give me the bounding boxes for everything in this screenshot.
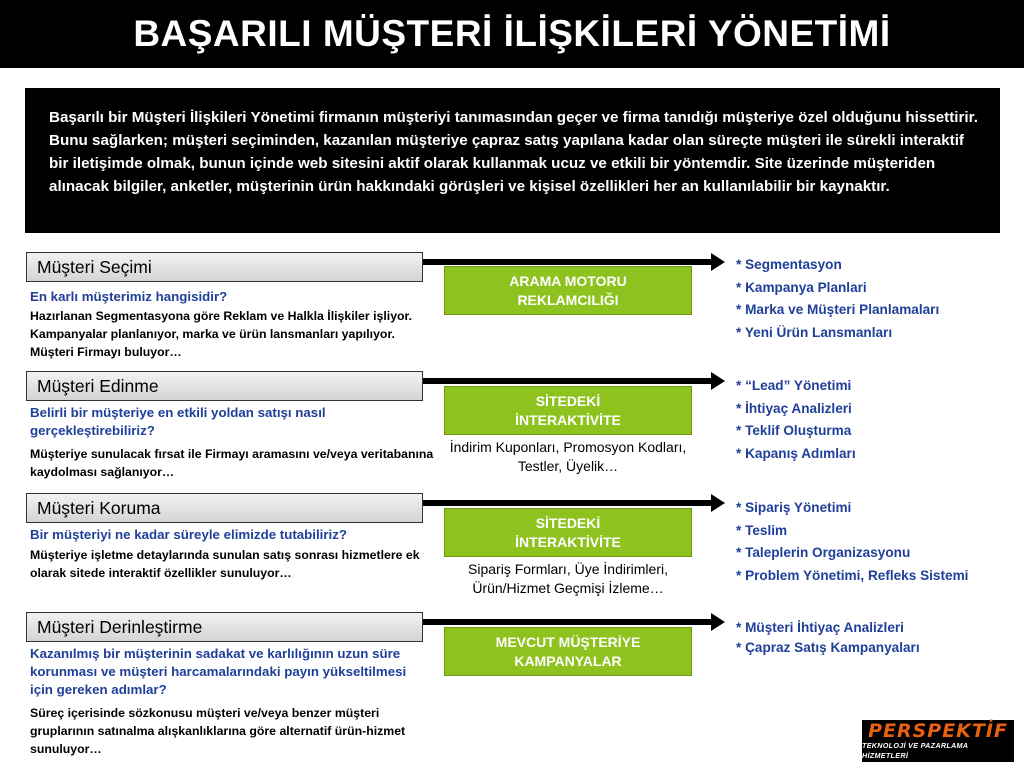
stage-bullet-list xyxy=(736,375,1021,465)
bullet-item: * Segmentasyon xyxy=(736,257,842,272)
channel-note: İndirim Kuponları, Promosyon Kodları, Testler, Üyelik… xyxy=(449,439,687,474)
page-title: BAŞARILI MÜŞTERİ İLİŞKİLERİ YÖNETİMİ xyxy=(0,0,1024,68)
bullet-item: * Yeni Ürün Lansmanları xyxy=(736,324,893,340)
stage-question: Kazanılmış bir müşterinin sadakat ve karlılığının uzun süre korunması ve müşteri harcamalarındaki payın yükseltilmesi için gereken adımlar? xyxy=(30,646,407,697)
channel-box-sitedeki-interaktivite xyxy=(444,508,692,557)
stage-question: En karlı müşterimiz hangisidir? xyxy=(30,289,228,304)
stage-description: Hazırlanan Segmentasyona göre Reklam ve Halkla İlişkiler işliyor. Kampanyalar planlanıyor, marka ve ürün lansmanları yapılıyor. Müşteri Firmayı buluyor… xyxy=(30,309,413,359)
channel-line-1: MEVCUT MÜŞTERİYE xyxy=(495,633,641,650)
bullet-item: * Kampanya Planlari xyxy=(736,279,867,295)
channel-line-2: İNTERAKTİVİTE xyxy=(515,533,621,550)
bullet-item: * Teklif Oluşturma xyxy=(736,423,852,438)
arrow-stage-1 xyxy=(423,259,713,265)
stage-description: Süreç içerisinde sözkonusu müşteri ve/veya benzer müşteri gruplarının satınalma alışkanlıklarına göre alternatif ürün-hizmet sunuluyor… xyxy=(30,706,406,756)
arrow-stage-2 xyxy=(423,378,713,384)
channel-line-2: KAMPANYALAR xyxy=(514,652,622,669)
channel-line-1: SİTEDEKİ xyxy=(535,514,601,531)
bullet-item: * Müşteri İhtiyaç Analizleri xyxy=(736,620,904,635)
logo-name: PERSPEKTİF xyxy=(868,720,1008,742)
channel-box-sitedeki-interaktivite xyxy=(444,386,692,435)
channel-line-2: REKLAMCILIĞI xyxy=(517,291,619,308)
channel-note: Sipariş Formları, Üye İndirimleri, Ürün/Hizmet Geçmişi İzleme… xyxy=(468,561,668,596)
bullet-item: * Taleplerin Organizasyonu xyxy=(736,545,911,560)
stage-header-musteri-secimi: Müşteri Seçimi xyxy=(26,252,423,282)
channel-line-1: ARAMA MOTORU xyxy=(509,272,627,289)
perspektif-logo xyxy=(862,720,1014,762)
stage-bullet-list xyxy=(736,497,1021,587)
bullet-item: * Kapanış Adımları xyxy=(736,445,856,461)
arrow-stage-3 xyxy=(423,500,713,506)
intro-text: Başarılı bir Müşteri İlişkileri Yönetimi firmanın müşteriyi tanımasından geçer ve firma tanıdığı müşteriye özel olduğunu hissettirir. Bunu sağlarken; müşteri seçiminden, kazanılan müşteriye çapraz satış yapılana kadar olan süreçte müşteri ile sürekli interaktif bir iletişimde olmak, bunun içinde web sitesini aktif olarak kullanmak ucuz ve etkili bir yöntemdir. Site üzerinde müşteriden alınacak bilgiler, anketler, müşterinin ürün hakkındaki görüşleri ve kişisel özellikleri her an kullanılabilir bir kaynaktır. xyxy=(25,88,1000,233)
bullet-item: * Problem Yönetimi, Refleks Sistemi xyxy=(736,567,969,583)
stage-description: Müşteriye işletme detaylarında sunulan satış sonrası hizmetlere ek olarak sitede interaktif özellikler sunuluyor… xyxy=(30,548,420,580)
stage-header-musteri-edinme: Müşteri Edinme xyxy=(26,371,423,401)
channel-line-1: SİTEDEKİ xyxy=(535,392,601,409)
bullet-item: * Sipariş Yönetimi xyxy=(736,500,852,515)
bullet-item: * İhtiyaç Analizleri xyxy=(736,400,852,416)
stage-bullet-list xyxy=(736,254,1021,344)
bullet-item: * Marka ve Müşteri Planlamaları xyxy=(736,302,940,317)
channel-line-2: İNTERAKTİVİTE xyxy=(515,411,621,428)
channel-box-arama-motoru xyxy=(444,266,692,315)
channel-box-mevcut-musteriye xyxy=(444,627,692,676)
bullet-item: * “Lead” Yönetimi xyxy=(736,378,852,393)
bullet-item: * Çapraz Satış Kampanyaları xyxy=(736,640,920,655)
stage-bullet-list xyxy=(736,618,1021,658)
stage-header-musteri-koruma: Müşteri Koruma xyxy=(26,493,423,523)
stage-question: Bir müşteriyi ne kadar süreyle elimizde tutabiliriz? xyxy=(30,527,348,542)
arrow-stage-4 xyxy=(423,619,713,625)
stage-header-musteri-derinlestirme: Müşteri Derinleştirme xyxy=(26,612,423,642)
logo-tagline: TEKNOLOJİ VE PAZARLAMA HİZMETLERİ xyxy=(862,741,969,760)
stage-question: Belirli bir müşteriye en etkili yoldan satışı nasıl gerçekleştirebiliriz? xyxy=(30,405,326,438)
stage-description: Müşteriye sunulacak fırsat ile Firmayı aramasını ve/veya veritabanına kaydolması sağlanıyor… xyxy=(30,447,434,479)
bullet-item: * Teslim xyxy=(736,522,788,538)
